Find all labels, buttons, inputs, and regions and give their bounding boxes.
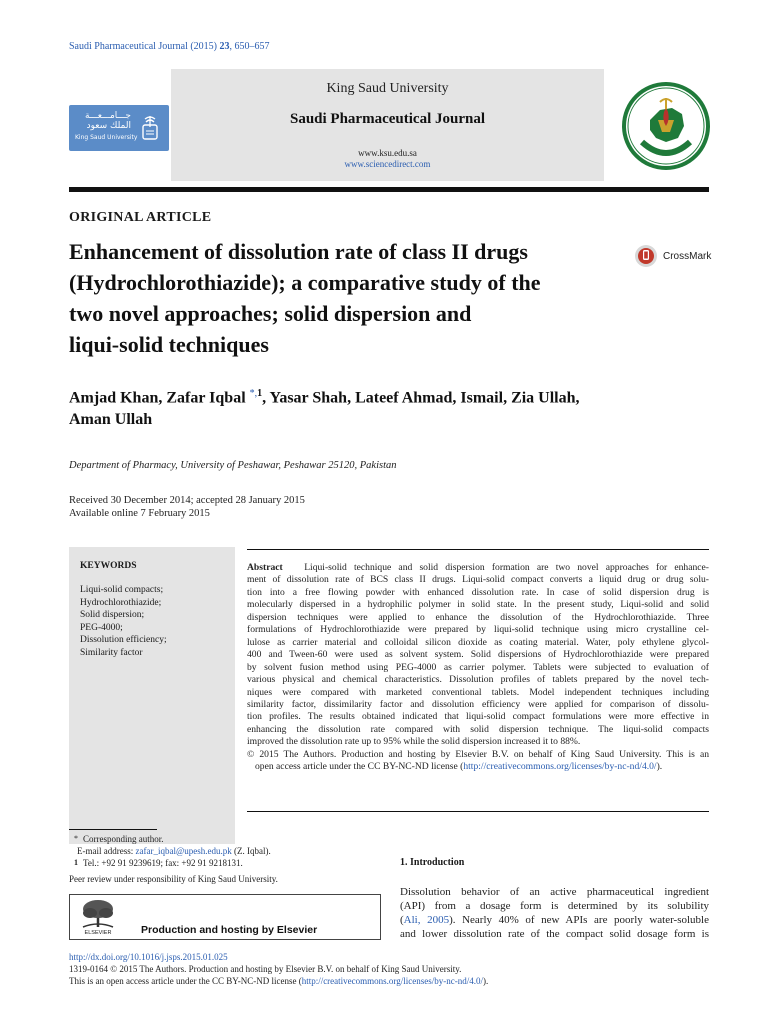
license-text-end: ). (656, 761, 663, 773)
title-line: two novel approaches; solid dispersion and (69, 301, 472, 326)
abstract-line: ment of dissolution rate of BCS class II drugs. Liqui-solid compact converts a liquid drug or drug solu- (247, 574, 709, 586)
header-rule (69, 187, 709, 192)
ksu-logo (69, 105, 169, 151)
abstract-text: Liqui-solid technique and solid dispersion formation are two novel approaches for enhance- (304, 562, 709, 573)
title-line: liqui-solid techniques (69, 332, 269, 357)
abstract-line: various physical and chemical characteristics. Dissolution profiles of tablets prepared by the novel tech- (247, 674, 709, 686)
citation-journal: Saudi Pharmaceutical Journal (2015) (69, 41, 218, 52)
author-note-markers[interactable] (250, 388, 263, 399)
authors-line-1 (69, 383, 709, 409)
abstract-line: tion profiles. The results obtained indicated that liqui-solid compact formulations were more effective in (247, 711, 709, 723)
license-link[interactable]: http://creativecommons.org/licenses/by-nc-nd/4.0/ (463, 761, 657, 773)
abstract-line: formulations of Hydrochlorothiazide were prepared by liqui-solid technique using micro crystalline cel- (247, 624, 709, 636)
author-list (69, 383, 709, 431)
author-star-marker: * (249, 388, 255, 399)
ksu-logo-arabic: جـــامـــعـــة الملك سعود (84, 111, 131, 131)
crossmark-button[interactable] (634, 244, 714, 272)
license-link[interactable]: http://creativecommons.org/licenses/by-nc-nd/4.0/ (301, 976, 483, 986)
article-type: ORIGINAL ARTICLE (69, 210, 212, 225)
open-access-license (69, 976, 488, 986)
introduction-text (400, 885, 709, 941)
title-line: Enhancement of dissolution rate of class II drugs (69, 239, 528, 264)
abstract-copyright-line: © 2015 The Authors. Production and hosting by Elsevier B.V. on behalf of King Saud University. This is an (247, 748, 709, 760)
doi-link[interactable]: http://dx.doi.org/10.1016/j.jsps.2015.01.025 (69, 952, 228, 962)
abstract-license-line (247, 761, 709, 773)
email-suffix: (Z. Iqbal). (231, 846, 271, 856)
footnotes (69, 833, 369, 869)
license-text-end: ). (482, 976, 489, 986)
abstract-line: molecularly dispersed in a hydrophilic polymer in solid state. In the present study, Liqui-solid and solid (247, 599, 709, 611)
footnote-rule (69, 829, 157, 830)
footnote-tel (69, 857, 369, 869)
intro-line (400, 913, 709, 927)
keyword-item: Liqui-solid compacts; (80, 585, 164, 595)
affiliation: Department of Pharmacy, University of Peshawar, Peshawar 25120, Pakistan (69, 460, 397, 471)
title-line: (Hydrochlorothiazide); a comparative study of the (69, 270, 541, 295)
author-one-marker: 1 (257, 388, 263, 399)
palm-crest-icon (139, 113, 161, 141)
footnote-email (69, 845, 369, 857)
university-name: King Saud University (326, 81, 449, 96)
abstract-line: niques were compared with marketed conventional tablets. Model independent techniques including (247, 686, 709, 698)
intro-text-part: ). Nearly 40% of new APIs are poorly water-soluble (449, 914, 709, 926)
pharmaceutical-society-seal-icon (620, 80, 712, 172)
peer-review-note: Peer review under responsibility of King Saud University. (69, 874, 278, 884)
elsevier-logo-word: ELSEVIER (84, 930, 112, 936)
abstract-top-rule (247, 549, 709, 550)
sciencedirect-url[interactable]: www.sciencedirect.com (344, 159, 431, 169)
received-date: Received 30 December 2014; accepted 28 January 2015 (69, 495, 305, 506)
keyword-item: Dissolution efficiency; (80, 635, 167, 645)
abstract-line: by solvent fusion method using PEG-4000 as carrier polymer. Tablets were subjected to evaluation of (247, 661, 709, 673)
abstract-line: similarity factor, dissimilarity factor and dissolution efficiency were applied for comparison of dissolu- (247, 698, 709, 710)
abstract-label: Abstract (247, 562, 283, 573)
keyword-item: Solid dispersion; (80, 610, 145, 620)
intro-line: (API) from a dosage form is determined by its solubility (400, 900, 709, 912)
author-marker-separator: , (254, 388, 258, 399)
abstract-line: tion into a free flowing powder with enhanced dissolution rate. In case of solid dispersion drug is (247, 586, 709, 598)
section-heading-introduction: 1. Introduction (400, 857, 465, 868)
keyword-item: Similarity factor (80, 647, 143, 658)
footnote-corresponding (69, 833, 369, 845)
authors-line-2: Aman Ullah (69, 411, 153, 429)
keywords-list (80, 584, 167, 659)
article-title (69, 236, 629, 360)
abstract (247, 562, 709, 774)
abstract-line: 400 and Tween-60 were used as solvent system. Solid dispersions of Hydrochlorothiazide were prepared (247, 649, 709, 661)
journal-citation[interactable] (69, 41, 270, 52)
citation-volume: 23 (219, 41, 230, 52)
intro-line: and lower dissolution rate of the compact solid dosage form is (400, 928, 709, 940)
email-label: E-mail address: (77, 846, 136, 856)
keyword-item: PEG-4000; (80, 622, 123, 633)
ksu-url[interactable]: www.ksu.edu.sa (358, 148, 417, 158)
authors-part: , Yasar Shah, Lateef Ahmad, Ismail, Zia Ullah, (262, 389, 580, 407)
footnote-one: 1 (74, 858, 78, 867)
authors-part: Amjad Khan, Zafar Iqbal (69, 389, 246, 407)
footnote-text: Corresponding author. (83, 834, 164, 844)
crossmark-icon (634, 244, 658, 268)
citation-pages: , 650–657 (229, 41, 270, 52)
citation-link[interactable]: Ali, 2005 (403, 914, 450, 926)
tel-text: Tel.: +92 91 9239619; fax: +92 91 9218131. (83, 858, 243, 868)
abstract-line: enhancing the dissolution rate compared with solid dispersion technique. The liqui-solid compacts (247, 723, 709, 735)
abstract-line: dispersion techniques were applied to enhance the dissolution of the Hydrochlorothiazide. Three (247, 611, 709, 623)
ksu-logo-english: King Saud University (75, 134, 138, 141)
intro-text-part: ( (400, 914, 404, 926)
abstract-bottom-rule (247, 811, 709, 812)
journal-name: Saudi Pharmaceutical Journal (289, 111, 485, 127)
abstract-line: lulose as carrier material and colloidal silicon dioxide as coating material. Water, poly ethylene glycol- (247, 636, 709, 648)
keyword-item: Hydrochlorothiazide; (80, 597, 162, 608)
elsevier-production-text: Production and hosting by Elsevier (141, 924, 318, 936)
footnote-star: * (74, 834, 78, 843)
crossmark-label: CrossMark (663, 251, 712, 262)
issn-copyright: 1319-0164 © 2015 The Authors. Production and hosting by Elsevier B.V. on behalf of King Saud University. (69, 964, 462, 974)
intro-line: Dissolution behavior of an active pharmaceutical ingredient (400, 886, 709, 898)
license-text: This is an open access article under the CC BY-NC-ND license ( (69, 976, 302, 986)
abstract-line: improved the dissolution rate up to 95% while the solid dispersion increased it to 88%. (247, 736, 581, 748)
email-link[interactable]: zafar_iqbal@upesh.edu.pk (135, 846, 232, 856)
abstract-line (247, 562, 709, 574)
available-online-date: Available online 7 February 2015 (69, 508, 210, 519)
license-text: open access article under the CC BY-NC-ND license ( (255, 761, 464, 773)
keywords-title: KEYWORDS (80, 561, 137, 571)
